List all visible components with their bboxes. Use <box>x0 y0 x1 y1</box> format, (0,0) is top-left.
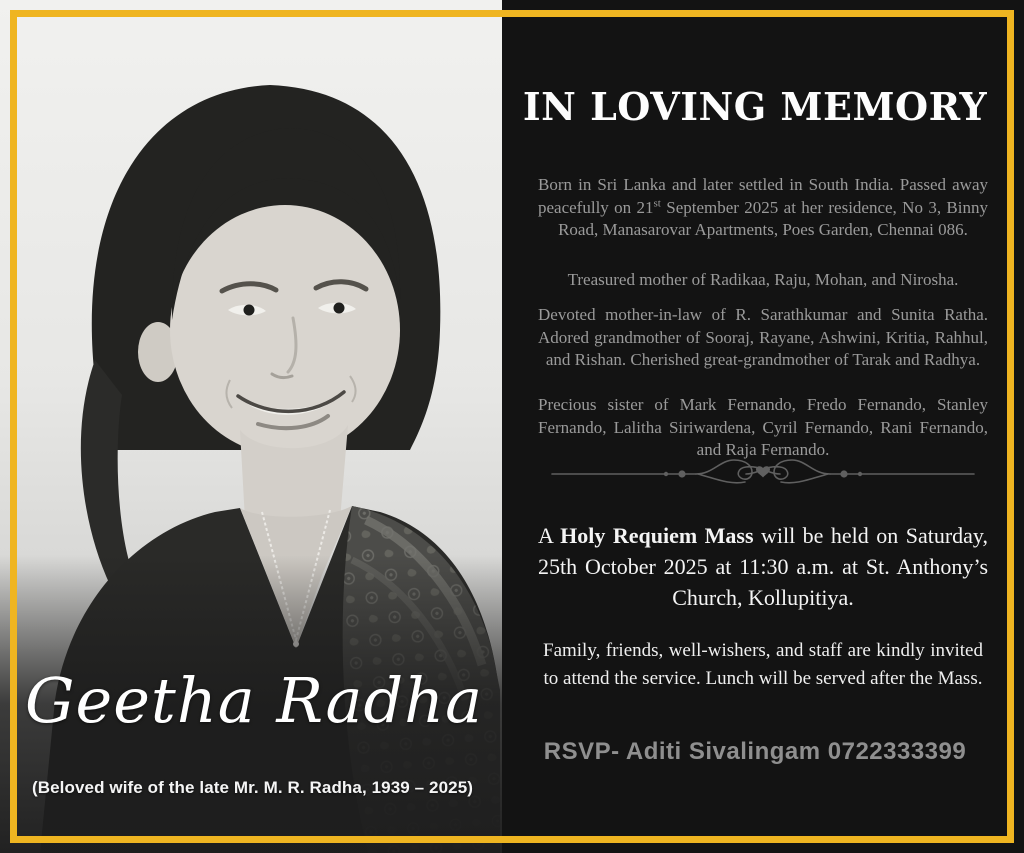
obituary-paragraph-grandchildren: Devoted mother-in-law of R. Sarathkumar and Sunita Ratha. Adored grandmother of Sooraj, Rayane, Ashwini, Kritia, Rahhul, and Rishan. Cherished great-grandmother of Tarak and Radhya. <box>538 305 988 369</box>
announcement-panel <box>502 0 1024 853</box>
mass-details: will be held on Saturday, 25th October 2025 at 11:30 a.m. at St. Anthony’s Church, Kollupitiya. <box>538 523 988 610</box>
ordinal-suffix: st <box>653 196 661 209</box>
deceased-name: Geetha Radha <box>25 664 484 737</box>
page-title: IN LOVING MEMORY <box>522 84 988 129</box>
obituary-paragraph-birth-rest: September 2025 at her residence, No 3, Binny Road, Manasarovar Apartments, Poes Garden, Chennai 086. <box>558 197 988 239</box>
rsvp-contact: RSVP- Aditi Sivalingam 0722333399 <box>543 738 967 765</box>
deceased-caption: (Beloved wife of the late Mr. M. R. Radha, 1939 – 2025) <box>31 778 474 797</box>
mass-title: Holy Requiem Mass <box>560 523 754 548</box>
obituary-paragraph-children: Treasured mother of Radikaa, Raju, Mohan, and Nirosha. <box>567 270 959 289</box>
obituary-paragraph-siblings: Precious sister of Mark Fernando, Fredo Fernando, Stanley Fernando, Lalitha Siriwardena, Cyril Fernando, Rani Fernando, and Raja Fernando. <box>538 395 988 459</box>
ornamental-flourish-divider-icon <box>548 452 978 496</box>
mass-prefix: A <box>538 523 561 548</box>
invitation-text: Family, friends, well-wishers, and staff are kindly invited to attend the service. Lunch will be served after the Mass. <box>543 640 983 689</box>
requiem-mass-announcement <box>538 520 988 613</box>
obituary-paragraph-birth-text: Born in Sri Lanka and later settled in South India. Passed away peacefully on 21 <box>538 175 988 217</box>
obituary-paragraph-birth <box>538 174 988 242</box>
